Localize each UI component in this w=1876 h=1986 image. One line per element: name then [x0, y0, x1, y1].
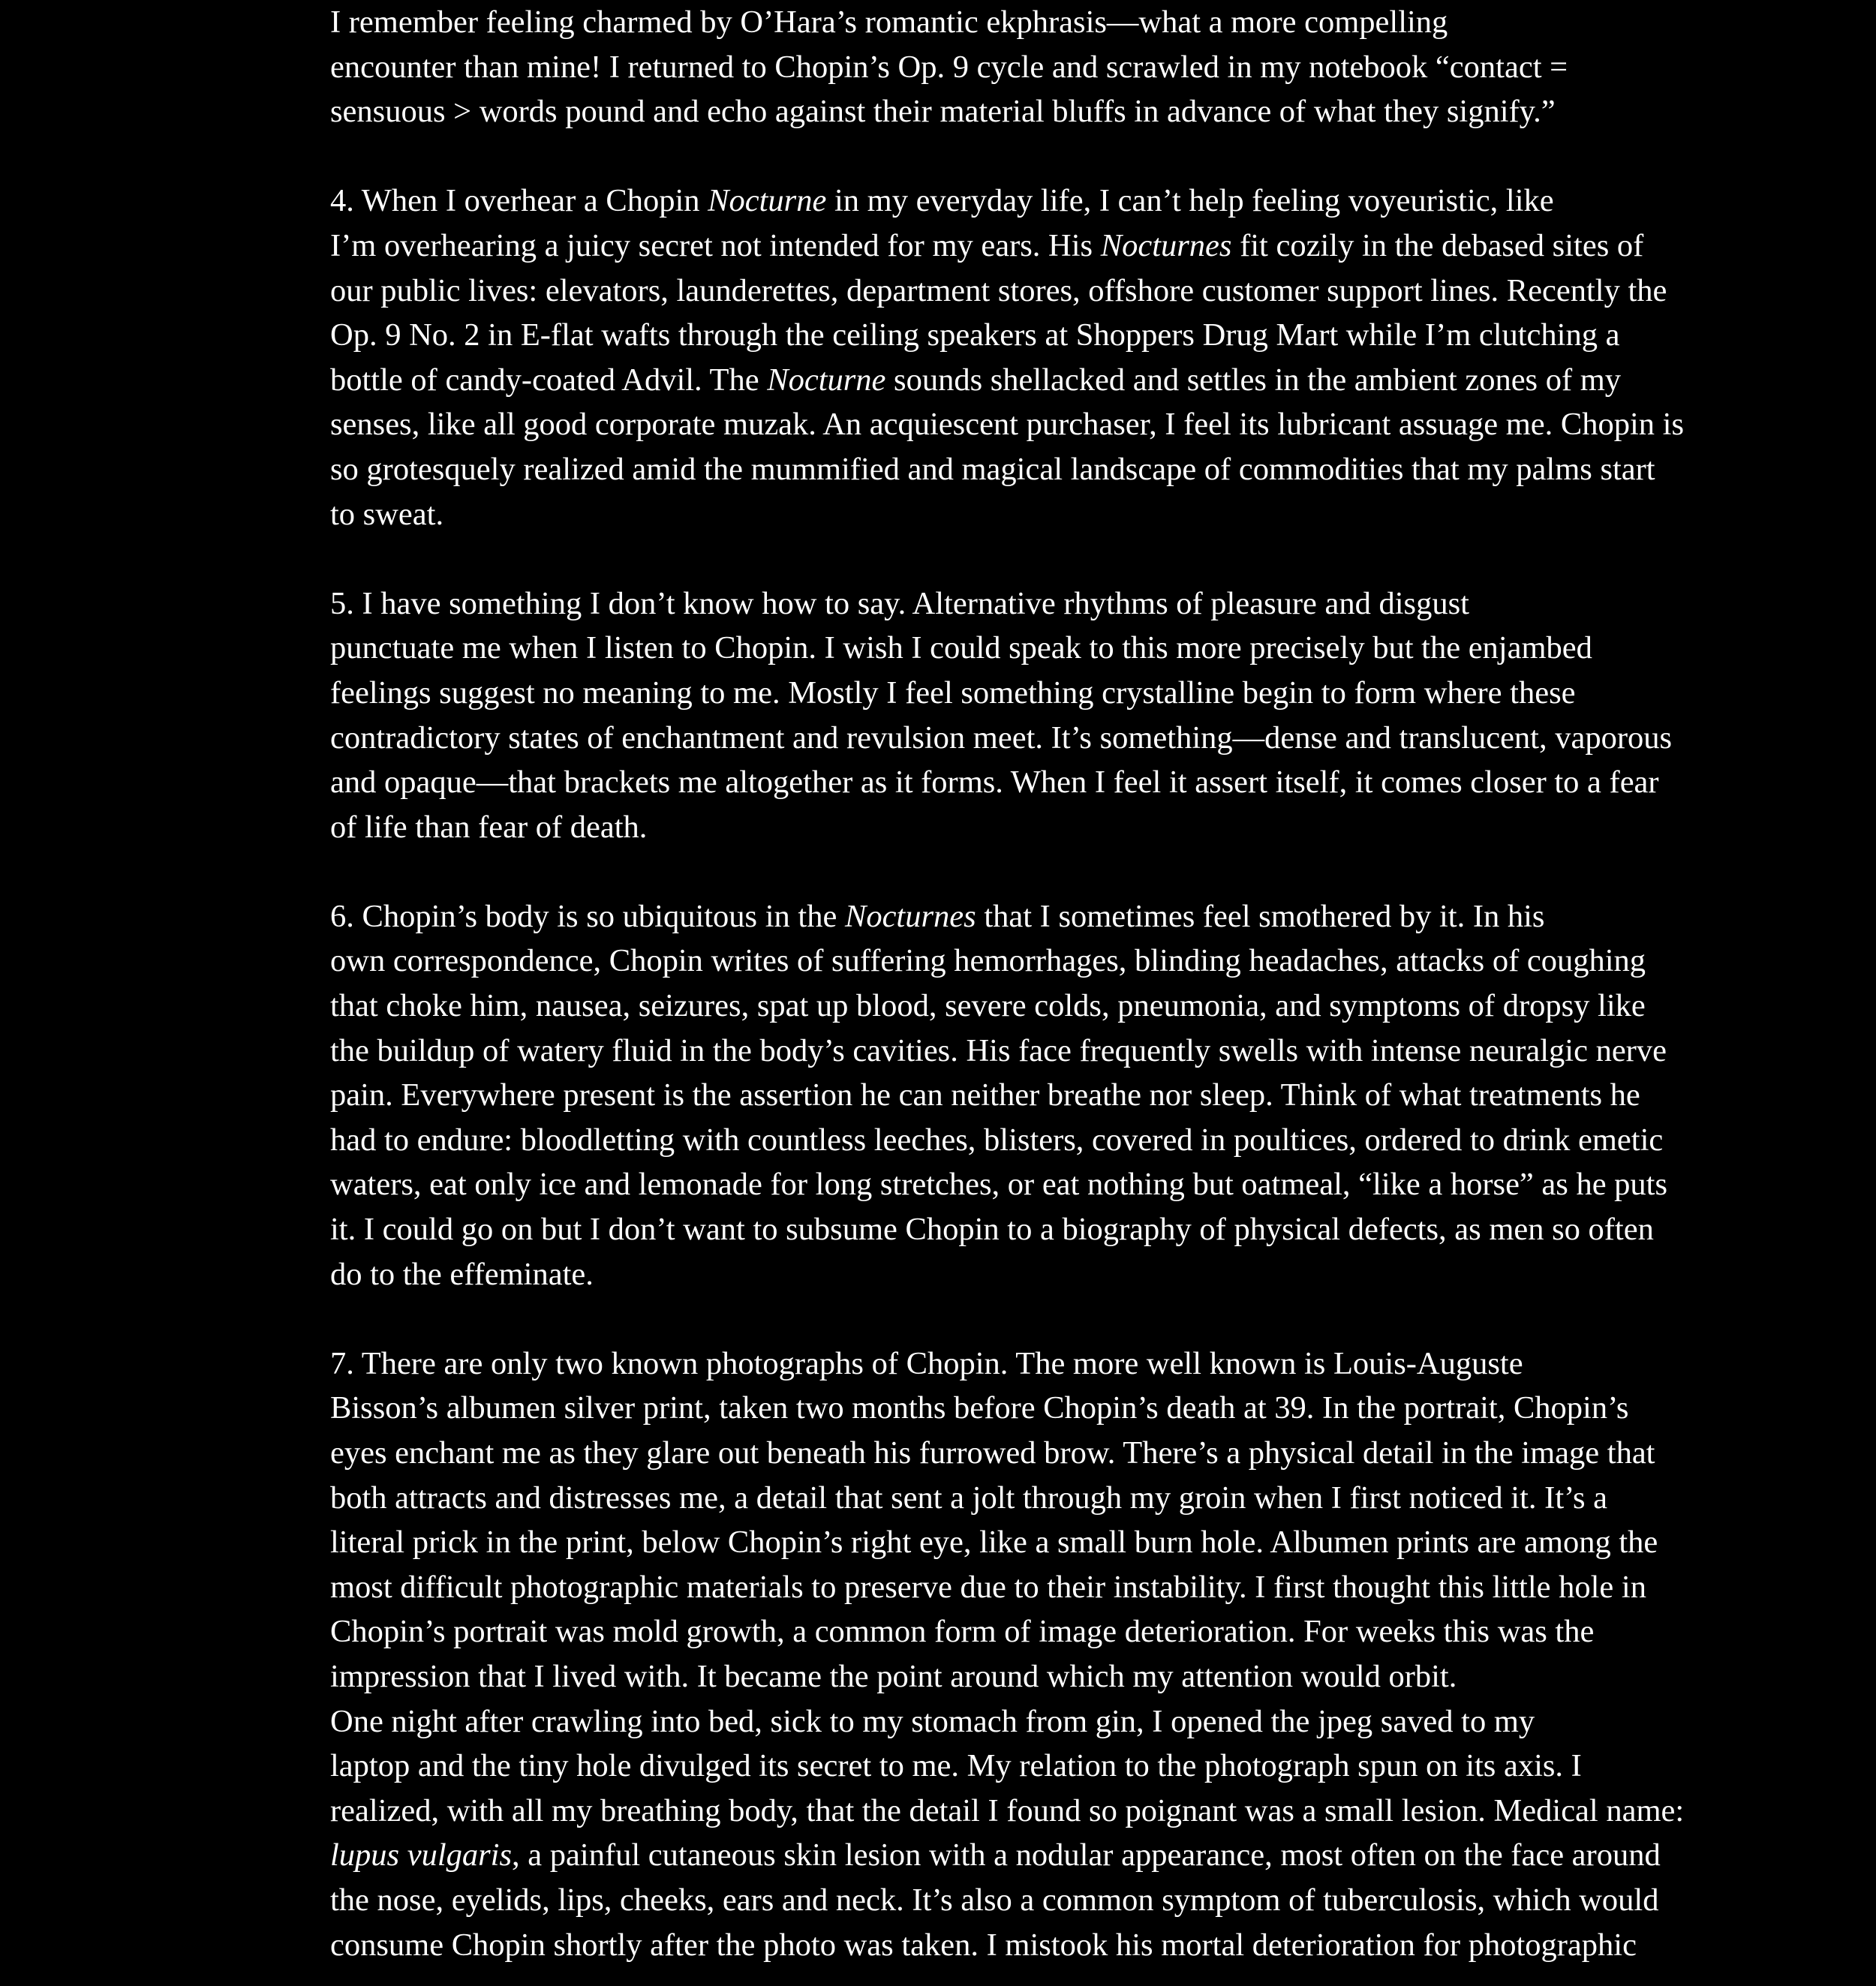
text-line: [219, 0, 1660, 45]
text-line: [219, 1654, 1660, 1699]
text-segment: do to the effeminate.: [330, 1256, 594, 1292]
text-segment: the nose, eyelids, lips, cheeks, ears and neck. It’s also a common symptom of tuberculosis, which would: [330, 1882, 1659, 1918]
text-segment: that choke him, nausea, seizures, spat up blood, severe colds, pneumonia, and symptoms of dropsy like: [330, 988, 1646, 1024]
text-segment: eyes enchant me as they glare out beneath his furrowed brow. There’s a physical detail in the image that: [330, 1435, 1655, 1471]
text-segment: the buildup of watery fluid in the body’s cavities. His face frequently swells with intense neuralgic nerve: [330, 1032, 1667, 1068]
text-segment: 7. There are only two known photographs of Chopin. The more well known is Louis-Auguste: [330, 1345, 1523, 1381]
text-line: [219, 45, 1660, 90]
text-line: [219, 1118, 1664, 1163]
text-segment: fit cozily in the debased sites of: [1231, 227, 1644, 263]
text-line: [219, 1565, 1660, 1610]
text-line: [219, 1789, 1685, 1834]
text-segment: it. I could go on but I don’t want to subsume Chopin to a biography of physical defects, as men so often: [330, 1212, 1654, 1248]
italic-text: Nocturne: [767, 362, 886, 398]
text-line: [219, 313, 1660, 358]
text-line: [219, 1923, 1660, 1968]
paragraph-6: [219, 894, 1668, 1296]
text-line: [219, 1073, 1660, 1118]
text-segment: One night after crawling into bed, sick to my stomach from gin, I opened the jpeg saved to my: [330, 1703, 1535, 1739]
text-segment: most difficult photographic materials to preserve due to their instability. I first thought this little hole in: [330, 1569, 1646, 1605]
text-segment: impression that I lived with. It became the point around which my attention would orbit.: [330, 1658, 1457, 1694]
italic-text: lupus vulgaris: [330, 1837, 513, 1873]
text-segment: sounds shellacked and settles in the ambient zones of my: [885, 362, 1622, 398]
text-line: [219, 1207, 1660, 1252]
text-line: [219, 1699, 1660, 1744]
text-segment: in my everyday life, I can’t help feeling voyeuristic, like: [826, 183, 1554, 219]
text-segment: realized, with all my breathing body, that the detail I found so poignant was a small lesion. Medical name:: [330, 1792, 1685, 1828]
italic-text: Nocturne: [708, 183, 827, 219]
text-line: [219, 1386, 1660, 1431]
text-line: [219, 1029, 1667, 1074]
text-segment: literal prick in the print, below Chopin’s right eye, like a small burn hole. Albumen prints are among the: [330, 1525, 1658, 1561]
text-line: [219, 1878, 1660, 1923]
text-line: [219, 581, 1660, 626]
text-line: [219, 179, 1660, 224]
text-line: [219, 716, 1673, 761]
text-line: [219, 492, 1660, 537]
text-segment: had to endure: bloodletting with countless leeches, blisters, covered in poultices, ordered to drink emetic: [330, 1122, 1664, 1158]
text-segment: pain. Everywhere present is the assertion he can neither breathe nor sleep. Think of what treatments he: [330, 1077, 1640, 1113]
text-line: [219, 671, 1660, 716]
text-segment: I remember feeling charmed by O’Hara’s romantic ekphrasis—what a more compelling: [330, 5, 1448, 40]
text-segment: our public lives: elevators, launderettes, department stores, offshore customer support lines. Recently the: [330, 272, 1667, 308]
text-line: [219, 269, 1667, 314]
text-line: [219, 1252, 1660, 1297]
text-segment: , a painful cutaneous skin lesion with a nodular appearance, most often on the face around: [512, 1837, 1661, 1873]
paragraph-4: [219, 179, 1684, 536]
text-line: [219, 89, 1660, 134]
text-segment: encounter than mine! I returned to Chopin’s Op. 9 cycle and scrawled in my notebook “contact =: [330, 49, 1568, 85]
text-segment: senses, like all good corporate muzak. An acquiescent purchaser, I feel its lubricant assuage me. Chopin is: [330, 407, 1684, 443]
text-line: [219, 358, 1660, 403]
text-segment: punctuate me when I listen to Chopin. I wish I could speak to this more precisely but the enjambed: [330, 630, 1592, 666]
italic-text: Nocturnes: [1100, 227, 1232, 263]
text-line: [219, 1431, 1660, 1476]
text-line: [219, 1162, 1668, 1207]
text-segment: I’m overhearing a juicy secret not intended for my ears. His: [330, 227, 1101, 263]
text-line: [219, 984, 1660, 1029]
text-line: [219, 626, 1660, 671]
text-segment: contradictory states of enchantment and revulsion meet. It’s something—dense and translucent, vaporous: [330, 720, 1673, 756]
text-segment: consume Chopin shortly after the photo was taken. I mistook his mortal deterioration for photographic: [330, 1927, 1637, 1963]
text-segment: waters, eat only ice and lemonade for long stretches, or eat nothing but oatmeal, “like a horse” as he puts: [330, 1167, 1668, 1203]
document-page: [219, 0, 1685, 1967]
text-line: [219, 402, 1684, 447]
text-segment: Chopin’s portrait was mold growth, a common form of image deterioration. For weeks this was the: [330, 1614, 1595, 1650]
text-line: [219, 1342, 1660, 1387]
text-line: [219, 1833, 1660, 1878]
text-segment: both attracts and distresses me, a detail that sent a jolt through my groin when I first noticed it. It’s a: [330, 1480, 1607, 1516]
text-segment: own correspondence, Chopin writes of suffering hemorrhages, blinding headaches, attacks of coughing: [330, 943, 1646, 979]
text-line: [219, 1609, 1660, 1654]
text-line: [219, 1476, 1660, 1521]
paragraph-ohara: [219, 0, 1660, 134]
text-segment: feelings suggest no meaning to me. Mostly I feel something crystalline begin to form where these: [330, 675, 1576, 711]
text-segment: sensuous > words pound and echo against their material bluffs in advance of what they signify.”: [330, 94, 1556, 130]
text-line: [219, 805, 1660, 850]
text-segment: and opaque—that brackets me altogether as it forms. When I feel it assert itself, it comes closer to a fear: [330, 765, 1659, 801]
text-line: [219, 939, 1660, 984]
text-segment: 4. When I overhear a Chopin: [330, 183, 708, 219]
text-segment: Op. 9 No. 2 in E-flat wafts through the ceiling speakers at Shoppers Drug Mart while I’m clutching a: [330, 317, 1620, 353]
text-segment: bottle of candy-coated Advil. The: [330, 362, 768, 398]
text-segment: of life than fear of death.: [330, 809, 648, 845]
text-segment: 5. I have something I don’t know how to say. Alternative rhythms of pleasure and disgust: [330, 585, 1469, 621]
text-segment: laptop and the tiny hole divulged its secret to me. My relation to the photograph spun on its axis. I: [330, 1748, 1582, 1784]
text-segment: that I sometimes feel smothered by it. In his: [976, 898, 1545, 934]
text-line: [219, 1744, 1660, 1789]
text-segment: 6. Chopin’s body is so ubiquitous in the: [330, 898, 845, 934]
text-line: [219, 447, 1660, 492]
text-line: [219, 224, 1660, 269]
text-segment: so grotesquely realized amid the mummified and magical landscape of commodities that my palms start: [330, 451, 1655, 487]
italic-text: Nocturnes: [844, 898, 976, 934]
text-line: [219, 1520, 1660, 1565]
text-segment: Bisson’s albumen silver print, taken two months before Chopin’s death at 39. In the portrait, Chopin’s: [330, 1390, 1629, 1426]
paragraph-5: [219, 581, 1673, 850]
text-line: [219, 760, 1660, 805]
text-line: [219, 894, 1660, 939]
paragraph-7: [219, 1342, 1660, 1699]
paragraph-7-continued: [219, 1699, 1685, 1968]
text-segment: to sweat.: [330, 496, 444, 532]
